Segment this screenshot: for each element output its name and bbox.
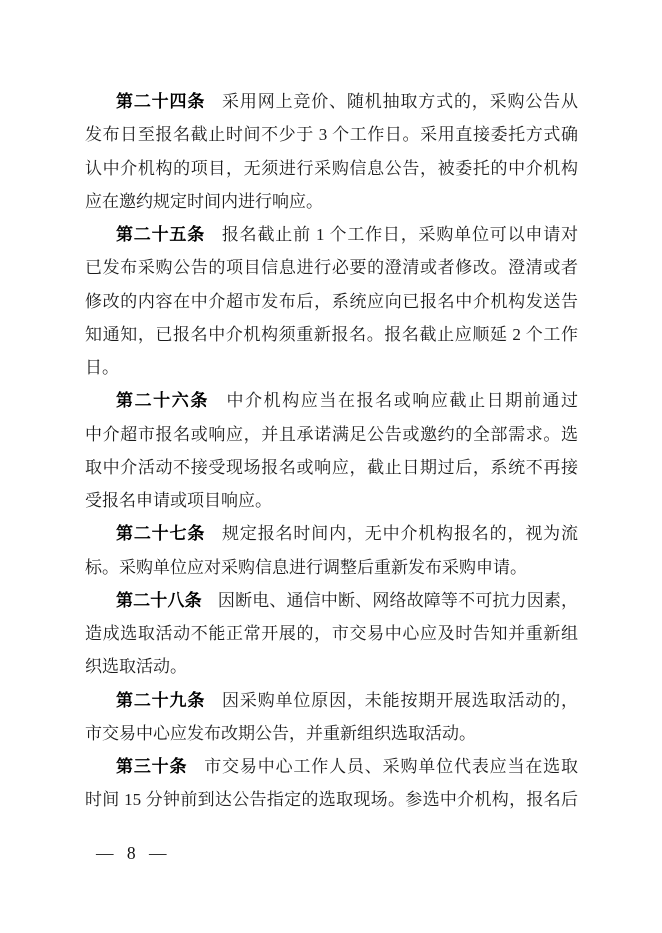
line-text: 因断电、通信中断、网络故障等不可抗力因素， (217, 590, 579, 610)
text-line: 发布日至报名截止时间不少于 3 个工作日。采用直接委托方式确 (85, 125, 578, 145)
article-number: 第二十五条 (116, 225, 206, 244)
text-line: 受报名申请或项目响应。 (85, 491, 272, 510)
text-line (85, 684, 578, 717)
term-gap (205, 106, 221, 107)
term-gap (187, 771, 203, 772)
line-text: 规定报名时间内，无中介机构报名的，视为流 (221, 524, 579, 544)
term-gap (202, 605, 218, 606)
text-line: 市交易中心应发布改期公告，并重新组织选取活动。 (85, 723, 476, 743)
line-text: 中介机构应当在报名或响应截止日期前通过 (224, 391, 579, 411)
paragraph-article-28 (85, 584, 578, 684)
term-gap (205, 705, 221, 706)
text-line (85, 85, 578, 118)
line-text: 采用网上竞价、随机抽取方式的，采购公告从 (221, 92, 579, 111)
term-gap (205, 239, 221, 240)
article-number: 第二十四条 (116, 92, 206, 111)
text-line: 应在邀约规定时间内进行响应。 (85, 191, 323, 211)
paragraph-article-27 (85, 517, 578, 584)
text-line: 已发布采购公告的项目信息进行必要的澄清或者修改。澄清或者 (85, 258, 578, 278)
paragraph-article-29 (85, 684, 578, 751)
paragraph-article-24 (85, 85, 578, 218)
text-line: 时间 15 分钟前到达公告指定的选取现场。参选中介机构，报名后 (85, 790, 578, 810)
article-number: 第二十九条 (116, 690, 206, 710)
text-line: 取中介活动不接受现场报名或响应，截止日期过后，系统不再接 (85, 457, 578, 477)
text-line: 造成选取活动不能正常开展的，市交易中心应及时告知并重新组 (85, 624, 578, 643)
paragraph-article-26 (85, 384, 578, 517)
term-gap (209, 405, 225, 406)
text-line: 中介超市报名或响应，并且承诺满足公告或邀约的全部需求。选 (85, 424, 578, 444)
text-line: 修改的内容在中介超市发布后，系统应向已报名中介机构发送告 (85, 291, 578, 311)
text-line (85, 384, 578, 417)
paragraph-article-25 (85, 218, 578, 384)
article-number: 第二十七条 (116, 524, 206, 544)
line-text: 因采购单位原因，未能按期开展选取活动的， (221, 690, 579, 710)
document-body (85, 85, 578, 817)
paragraph-article-30 (85, 750, 578, 817)
article-number: 第二十八条 (116, 590, 202, 610)
article-number: 第二十六条 (116, 391, 209, 411)
text-line: 日。 (85, 358, 119, 377)
line-text: 报名截止前 1 个工作日，采购单位可以申请对 (221, 225, 579, 244)
text-line: 知通知，已报名中介机构须重新报名。报名截止应顺延 2 个工作 (85, 324, 578, 344)
text-line (85, 584, 578, 617)
text-line: 织选取活动。 (85, 657, 187, 677)
text-line (85, 517, 578, 550)
text-line (85, 218, 578, 251)
term-gap (205, 538, 221, 539)
article-number: 第三十条 (116, 757, 188, 776)
text-line (85, 750, 578, 783)
text-line: 标。采购单位应对采购信息进行调整后重新发布采购申请。 (85, 557, 527, 577)
page-number: — 8 — (96, 843, 167, 863)
text-line: 认中介机构的项目，无须进行采购信息公告，被委托的中介机构 (85, 158, 578, 178)
line-text: 市交易中心工作人员、采购单位代表应当在选取 (203, 757, 579, 776)
